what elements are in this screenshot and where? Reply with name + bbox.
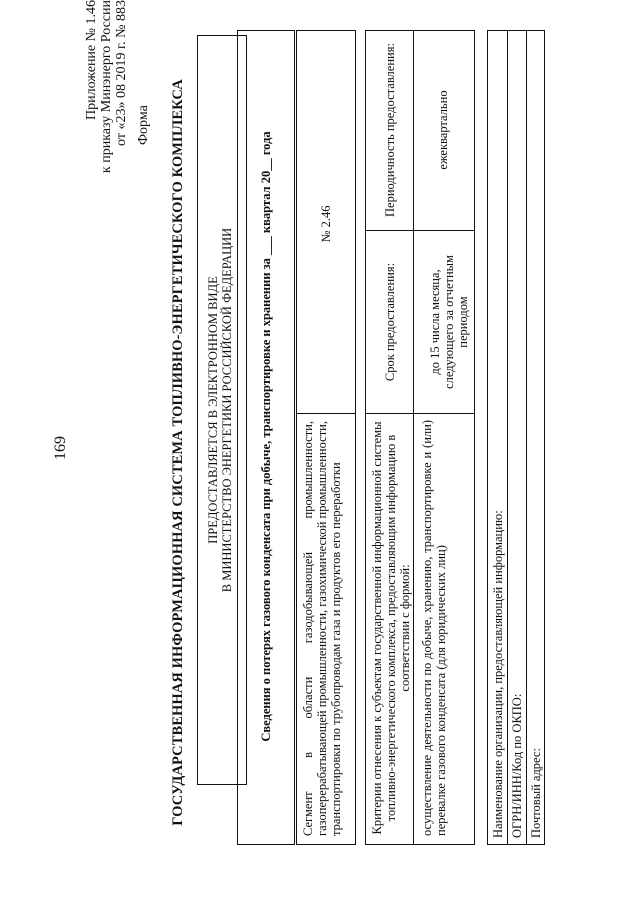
page-number: 169 bbox=[52, 436, 69, 460]
periodicity-header: Периодичность предоставления: bbox=[383, 43, 397, 217]
segment-box bbox=[296, 30, 356, 845]
appendix-line-2: к приказу Минэнерго России bbox=[99, 0, 114, 174]
main-title: ГОСУДАРСТВЕННАЯ ИНФОРМАЦИОННАЯ СИСТЕМА ТОПЛИВНО-ЭНЕРГЕТИЧЕСКОГО КОМПЛЕКСА bbox=[170, 79, 186, 826]
appendix-line-1: Приложение № 1.46 bbox=[84, 0, 99, 120]
deadline-value: до 15 числа месяца, следующего за отчетным периодом bbox=[428, 255, 470, 389]
submit-line-2: В МИНИСТЕРСТВО ЭНЕРГЕТИКИ РОССИЙСКОЙ ФЕДЕРАЦИИ bbox=[220, 227, 234, 593]
form-title-box bbox=[237, 30, 295, 845]
org-ids-label: ОГРН/ИНН/Код по ОКПО: bbox=[510, 693, 524, 838]
segment-divider bbox=[297, 413, 355, 414]
table-row-divider bbox=[413, 31, 414, 844]
criteria-table bbox=[365, 30, 475, 845]
appendix-block bbox=[84, 0, 129, 250]
submit-line-1: ПРЕДОСТАВЛЯЕТСЯ В ЭЛЕКТРОННОМ ВИДЕ bbox=[206, 276, 220, 544]
org-fields bbox=[487, 30, 545, 845]
postal-address-label: Почтовый адрес: bbox=[529, 748, 543, 838]
criteria-value: осуществление деятельности по добыче, хранению, транспортировке и (или) перевалке газового конденсата (для юридических лиц) bbox=[420, 420, 448, 836]
deadline-header: Срок предоставления: bbox=[383, 262, 397, 382]
org-divider-2 bbox=[526, 31, 527, 844]
org-name-label: Наименование организации, предоставляющей информацию: bbox=[491, 510, 505, 838]
segment-text: Сегмент в области газодобывающей промышленности, газоперерабатывающей промышленности, газохимической промышленности, транспортировки по трубопроводам газа и продуктов его переработки bbox=[301, 421, 343, 836]
segment-number: № 2.46 bbox=[319, 205, 333, 243]
criteria-header: Критерии отнесения к субъектам государственной информационной системы топливно-энергетического комплекса, предоставляющим информацию в соответствии с формой: bbox=[370, 421, 412, 835]
periodicity-value: ежеквартально bbox=[436, 90, 450, 170]
appendix-line-3: от «23» 08 2019 г. № 883 bbox=[114, 0, 129, 146]
form-label: Форма bbox=[136, 105, 151, 145]
form-title: Сведения о потерях газового конденсата при добыче, транспортировке и хранении за ___ квартал 20__ года bbox=[259, 131, 273, 742]
org-divider-1 bbox=[507, 31, 508, 844]
table-col-divider-1 bbox=[366, 413, 474, 414]
table-col-divider-2 bbox=[366, 230, 474, 231]
